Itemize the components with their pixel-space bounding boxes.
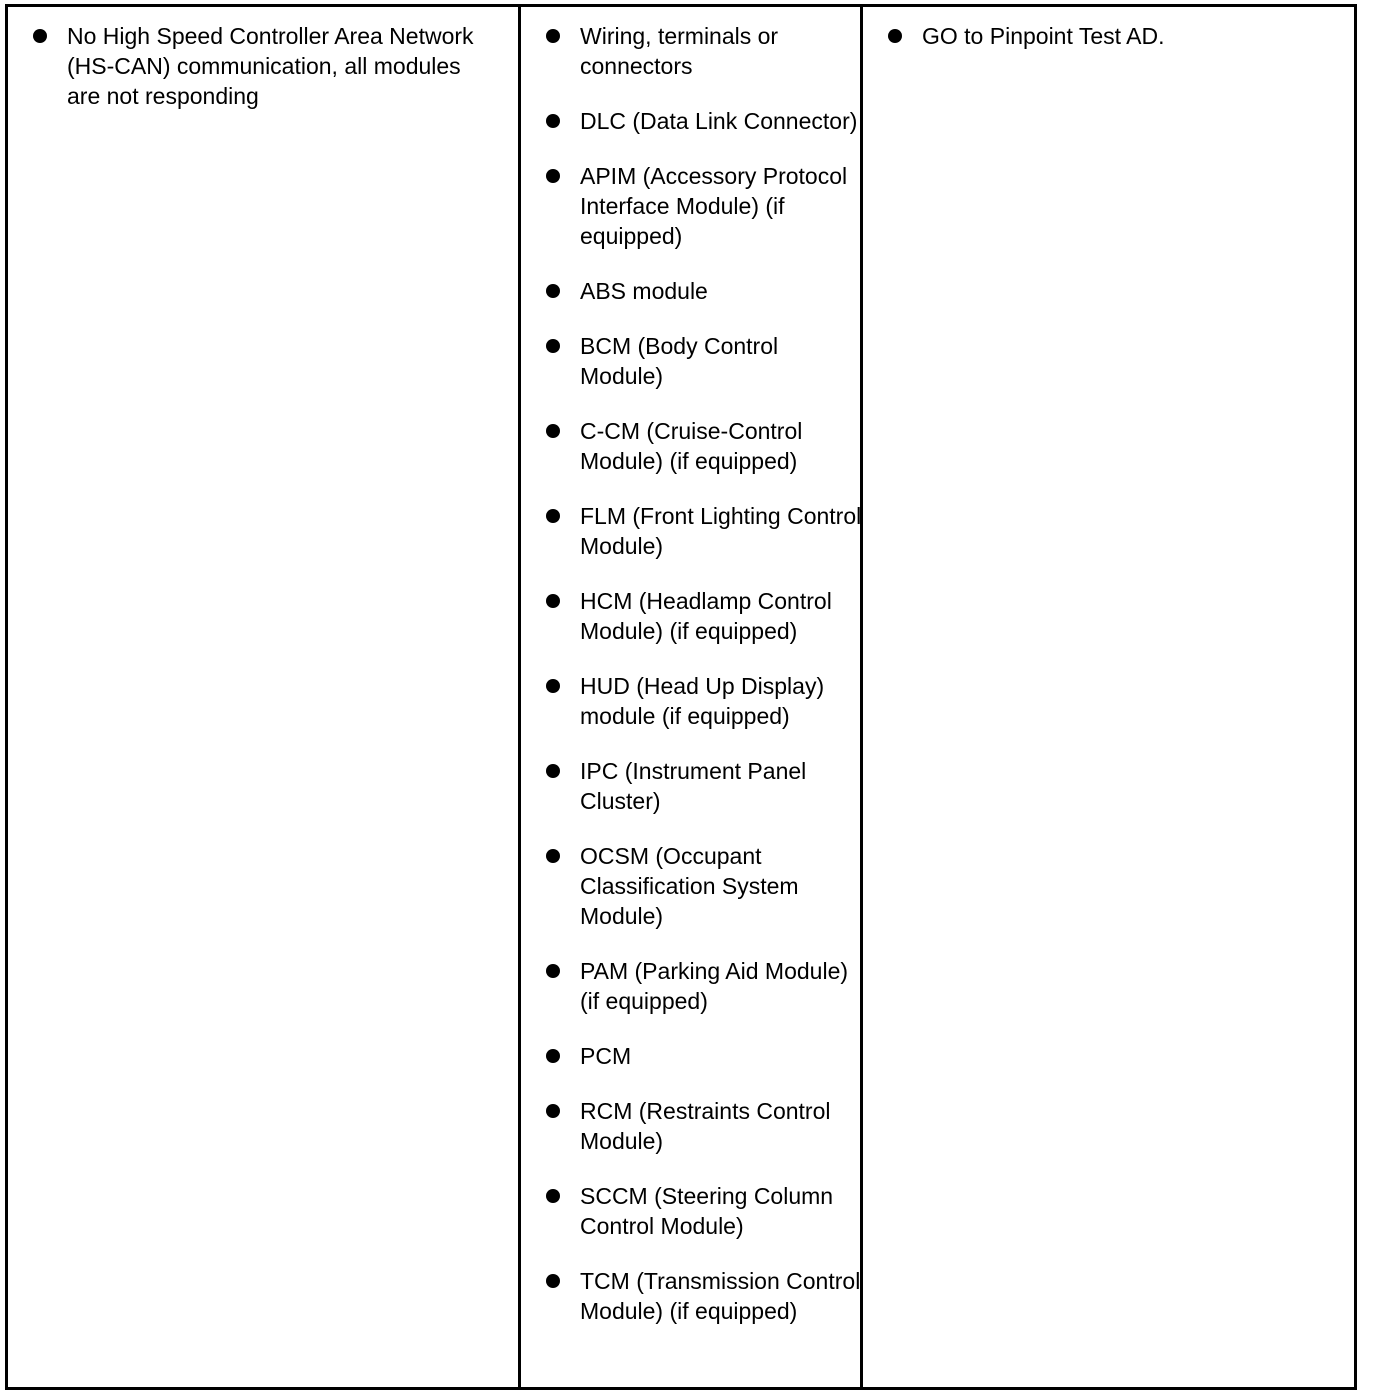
bullet-icon (546, 594, 560, 608)
bullet-icon (546, 1274, 560, 1288)
condition-text: No High Speed Controller Area Network (HS-CAN) communication, all modules are not responding (67, 23, 474, 109)
source-text: ABS module (580, 278, 708, 304)
source-item (546, 21, 868, 81)
source-item (546, 161, 868, 251)
source-item (546, 756, 868, 816)
source-item (546, 1181, 868, 1241)
source-text: PCM (580, 1043, 632, 1069)
bullet-icon (546, 114, 560, 128)
bullet-icon (33, 29, 47, 43)
possible-sources-list (521, 7, 860, 1326)
source-item (546, 671, 868, 731)
bullet-icon (546, 509, 560, 523)
source-text: DLC (Data Link Connector) (580, 108, 858, 134)
action-text: GO to Pinpoint Test AD. (922, 23, 1165, 49)
source-item (546, 1096, 868, 1156)
source-item (546, 956, 868, 1016)
condition-item (33, 21, 503, 111)
bullet-icon (546, 339, 560, 353)
diagnostic-table (5, 4, 1357, 1390)
source-item (546, 1266, 868, 1326)
source-item (546, 331, 868, 391)
source-item (546, 586, 868, 646)
bullet-icon (888, 29, 902, 43)
action-column (863, 7, 1354, 1387)
condition-list (8, 7, 518, 111)
condition-column (8, 7, 521, 1387)
bullet-icon (546, 1104, 560, 1118)
source-item (546, 1041, 868, 1071)
source-text: Wiring, terminals or connectors (580, 23, 779, 79)
source-text: SCCM (Steering Column Control Module) (580, 1183, 834, 1239)
source-text: HCM (Headlamp Control Module) (if equipped) (580, 588, 832, 644)
source-text: APIM (Accessory Protocol Interface Module) (if equipped) (580, 163, 848, 249)
possible-sources-column (521, 7, 863, 1387)
bullet-icon (546, 169, 560, 183)
bullet-icon (546, 1049, 560, 1063)
bullet-icon (546, 284, 560, 298)
source-item (546, 416, 868, 476)
source-text: C-CM (Cruise-Control Module) (if equipped) (580, 418, 803, 474)
bullet-icon (546, 424, 560, 438)
source-item (546, 276, 868, 306)
bullet-icon (546, 1189, 560, 1203)
source-text: FLM (Front Lighting Control Module) (580, 503, 862, 559)
bullet-icon (546, 849, 560, 863)
bullet-icon (546, 679, 560, 693)
source-item (546, 106, 868, 136)
bullet-icon (546, 764, 560, 778)
action-item (888, 21, 1354, 51)
bullet-icon (546, 964, 560, 978)
source-text: RCM (Restraints Control Module) (580, 1098, 831, 1154)
source-text: OCSM (Occupant Classification System Module) (580, 843, 799, 929)
action-list (863, 7, 1354, 51)
source-item (546, 501, 868, 561)
source-text: TCM (Transmission Control Module) (if equipped) (580, 1268, 861, 1324)
source-text: PAM (Parking Aid Module) (if equipped) (580, 958, 849, 1014)
bullet-icon (546, 29, 560, 43)
source-text: BCM (Body Control Module) (580, 333, 779, 389)
source-text: IPC (Instrument Panel Cluster) (580, 758, 807, 814)
source-item (546, 841, 868, 931)
source-text: HUD (Head Up Display) module (if equipped) (580, 673, 825, 729)
